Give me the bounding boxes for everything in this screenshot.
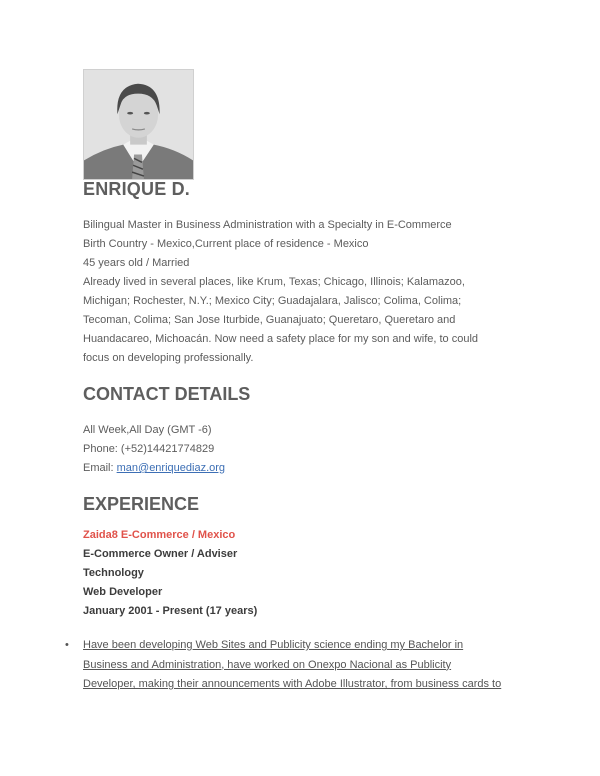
- email-link[interactable]: man@enriquediaz.org: [116, 462, 226, 474]
- portrait-image: [84, 70, 193, 179]
- summary-line: 45 years old / Married: [83, 257, 190, 269]
- job-period: January 2001 - Present (17 years): [83, 605, 258, 617]
- bullet-line: Developer, making their announcements with Adobe Illustrator, from business cards to: [83, 678, 502, 690]
- summary-line: Tecoman, Colima; San Jose Iturbide, Guanajuato; Queretaro, Queretaro and: [83, 314, 456, 326]
- experience-heading: EXPERIENCE: [83, 494, 200, 514]
- job-role: E-Commerce Owner / Adviser: [83, 548, 238, 560]
- phone: Phone: (+52)14421774829: [83, 443, 215, 455]
- summary-line: Already lived in several places, like Krum, Texas; Chicago, Illinois; Kalamazoo,: [83, 276, 465, 288]
- summary-line: Michigan; Rochester, N.Y.; Mexico City; Guadajalara, Jalisco; Colima, Colima;: [83, 295, 462, 307]
- bullet-icon: •: [65, 639, 69, 651]
- bullet-line: Business and Administration, have worked on Onexpo Nacional as Publicity: [83, 658, 452, 671]
- list-item: [62, 636, 501, 695]
- summary-line: Birth Country - Mexico,Current place of residence - Mexico: [83, 238, 369, 250]
- availability: All Week,All Day (GMT -6): [83, 424, 212, 436]
- experience-entry: [83, 526, 257, 621]
- email-label: Email:: [83, 462, 117, 474]
- contact-details: [83, 421, 225, 478]
- experience-bullets: [62, 636, 501, 695]
- summary-line: focus on developing professionally.: [83, 352, 254, 364]
- bullet-line: Have been developing Web Sites and Publicity science ending my Bachelor in: [83, 639, 464, 651]
- candidate-name: ENRIQUE D.: [83, 179, 191, 199]
- company-name: Zaida8 E-Commerce / Mexico: [83, 529, 236, 541]
- summary-line: Huandacareo, Michoacán. Now need a safety place for my son and wife, to could: [83, 333, 479, 345]
- profile-photo: [83, 69, 194, 180]
- contact-heading: CONTACT DETAILS: [83, 384, 251, 404]
- summary-line: Bilingual Master in Business Administration with a Specialty in E-Commerce: [83, 219, 452, 231]
- profile-summary: [83, 216, 478, 368]
- email-row: [83, 459, 225, 478]
- job-industry: Technology: [83, 567, 144, 579]
- job-position: Web Developer: [83, 586, 163, 598]
